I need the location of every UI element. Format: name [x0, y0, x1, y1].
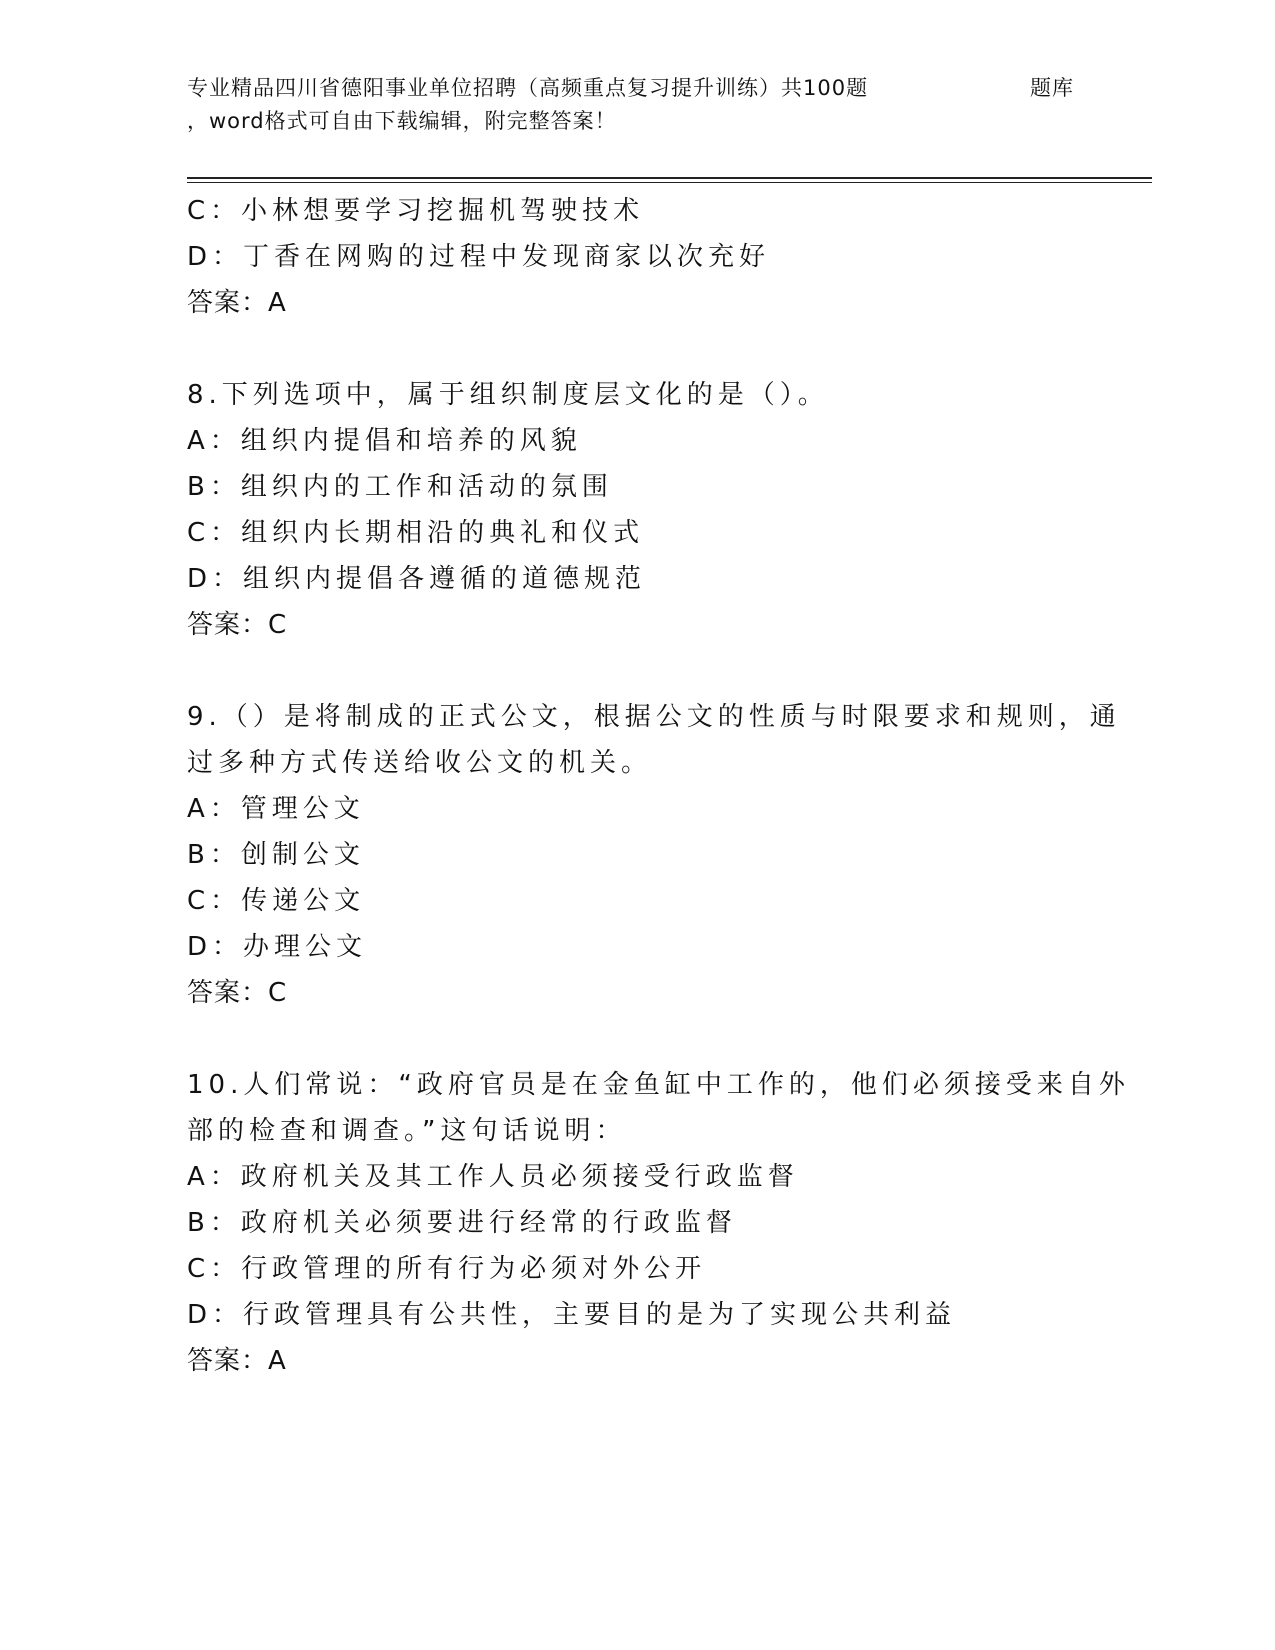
option-a: A：管理公文 [187, 794, 365, 824]
question-10 [187, 1062, 1130, 1384]
option-d: D：办理公文 [187, 932, 368, 962]
header-tag: 题库 [1030, 76, 1074, 100]
answer-line: 答案：A [187, 288, 287, 318]
question-8 [187, 372, 1087, 648]
option-b: B：创制公文 [187, 840, 365, 870]
answer-line: 答案：A [187, 1346, 287, 1376]
question-text-line-1: 10.人们常说：“政府官员是在金鱼缸中工作的，他们必须接受来自外 [187, 1070, 1130, 1100]
option-b: B：政府机关必须要进行经常的行政监督 [187, 1208, 737, 1238]
document-title: 专业精品四川省德阳事业单位招聘（高频重点复习提升训练）共100题 [187, 76, 869, 100]
option-c: C：传递公文 [187, 886, 366, 916]
question-7-continued [187, 188, 1087, 326]
option-c: C：组织内长期相沿的典礼和仪式 [187, 518, 645, 548]
answer-line: 答案：C [187, 610, 288, 640]
question-text-line-2: 部的检查和调查。”这句话说明： [187, 1116, 627, 1146]
page-header [187, 72, 1087, 138]
question-text-line-2: 过多种方式传送给收公文的机关。 [187, 748, 653, 778]
document-subtitle: ，word格式可自由下载编辑，附完整答案！ [187, 109, 617, 133]
header-title-row [187, 72, 1087, 105]
option-d: D：丁香在网购的过程中发现商家以次充好 [187, 242, 771, 272]
option-b: B：组织内的工作和活动的氛围 [187, 472, 613, 502]
answer-line: 答案：C [187, 978, 288, 1008]
option-a: A：政府机关及其工作人员必须接受行政监督 [187, 1162, 799, 1192]
option-d: D：行政管理具有公共性，主要目的是为了实现公共利益 [187, 1300, 957, 1330]
spacer [187, 326, 1087, 372]
option-c: C：行政管理的所有行为必须对外公开 [187, 1254, 707, 1284]
spacer [187, 648, 1087, 694]
option-d: D：组织内提倡各遵循的道德规范 [187, 564, 647, 594]
header-divider-thin [187, 182, 1152, 183]
question-text-line-1: 9.（）是将制成的正式公文，根据公文的性质与时限要求和规则，通 [187, 702, 1121, 732]
spacer [187, 1016, 1087, 1062]
option-c: C：小林想要学习挖掘机驾驶技术 [187, 196, 645, 226]
question-9 [187, 694, 1121, 1016]
question-text: 8.下列选项中，属于组织制度层文化的是（）。 [187, 380, 829, 410]
question-list [187, 188, 1130, 1384]
option-a: A：组织内提倡和培养的风貌 [187, 426, 582, 456]
header-divider [187, 177, 1152, 179]
